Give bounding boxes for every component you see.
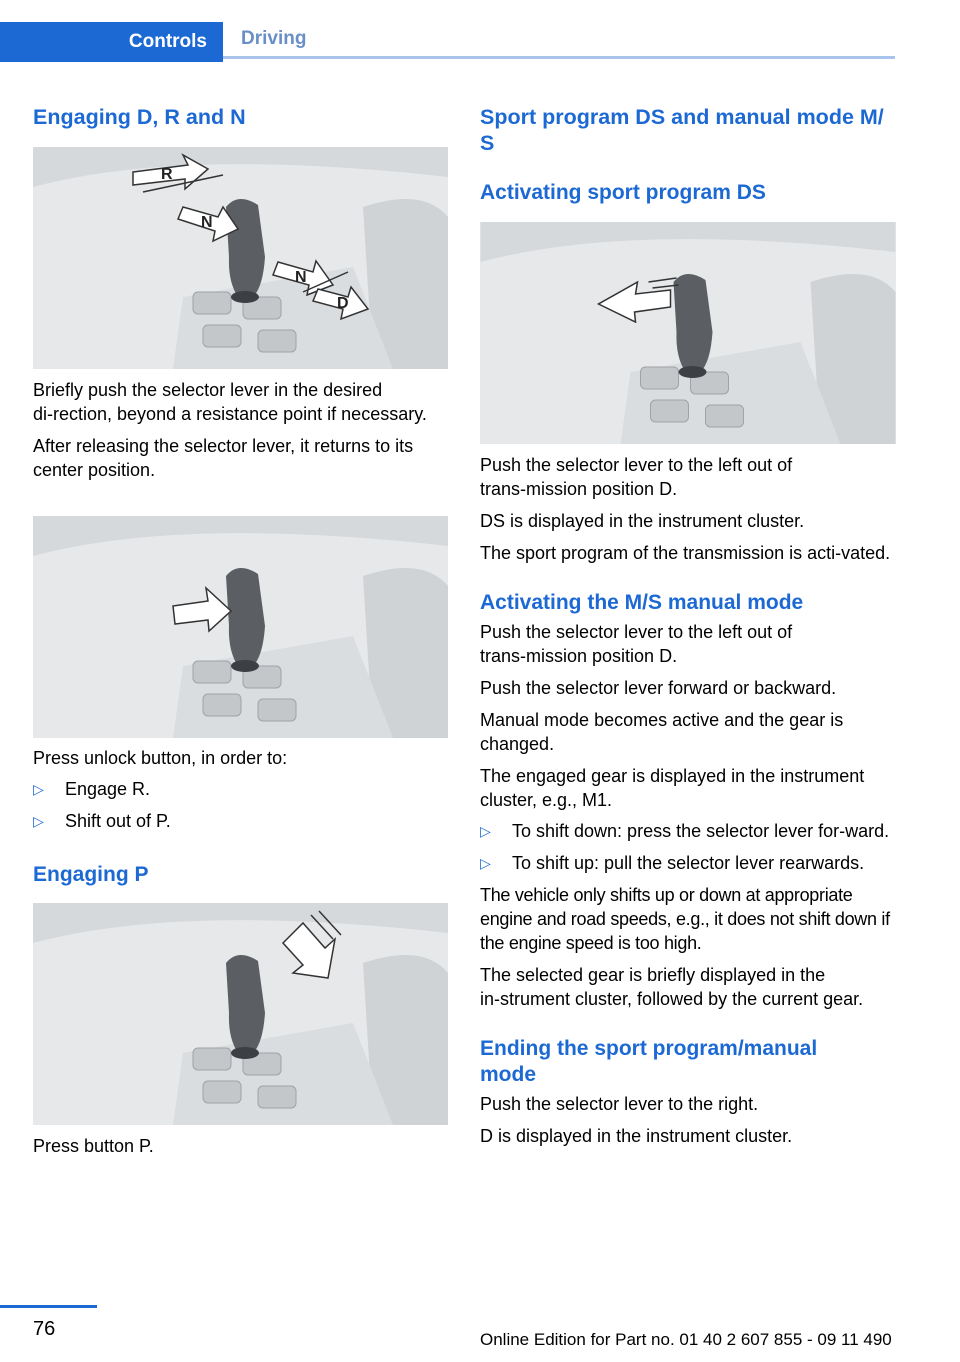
figure-label-d: D xyxy=(337,295,349,312)
button-p-illustration xyxy=(33,903,448,1125)
paragraph-press-button-p: Press button P. xyxy=(33,1136,154,1156)
unlock-list xyxy=(33,777,448,833)
heading-engaging-dnr: Engaging D, R and N xyxy=(33,105,246,129)
paragraph-after-releasing: After releasing the selector lever, it returns to its center position. xyxy=(33,436,414,480)
paragraph-press-unlock: Press unlock button, in order to: xyxy=(33,748,288,768)
list-item: ▷ To shift up: pull the selector lever rearwards. xyxy=(480,853,865,873)
heading-ending-sport: Ending the sport program/manual mode xyxy=(480,1037,818,1086)
paragraph-push-left-ms: Push the selector lever to the left out of trans‑mission position D. xyxy=(480,622,793,666)
heading-engaging-p: Engaging P xyxy=(33,863,149,886)
selector-lever-illustration xyxy=(33,147,448,369)
paragraph-d-displayed: D is displayed in the instrument cluster. xyxy=(480,1126,793,1146)
left-column xyxy=(33,100,448,1158)
triangle-bullet-icon: ▷ xyxy=(33,813,44,829)
paragraph-vehicle-shifts: The vehicle only shifts up or down at appropriate engine and road speeds, e.g., it does not shift down if the engine speed is too high. xyxy=(480,885,890,953)
figure-label-r: R xyxy=(161,166,173,183)
page-number: 76 xyxy=(33,1318,56,1340)
footer-rule xyxy=(0,1305,97,1308)
list-item: ▷ Shift out of P. xyxy=(33,811,171,831)
paragraph-selected-gear: The selected gear is briefly displayed in the in‑strument cluster, followed by the current gear. xyxy=(480,965,864,1009)
tab-driving[interactable]: Driving xyxy=(223,22,895,59)
unlock-button-illustration xyxy=(33,516,448,738)
triangle-bullet-icon: ▷ xyxy=(33,781,44,797)
paragraph-engaged-gear: The engaged gear is displayed in the instrument cluster, e.g., M1. xyxy=(480,766,865,810)
paragraph-push-right: Push the selector lever to the right. xyxy=(480,1094,759,1114)
figure-selector-lever-dnr xyxy=(33,147,448,369)
paragraph-push-left-ds: Push the selector lever to the left out of trans‑mission position D. xyxy=(480,455,793,499)
triangle-bullet-icon: ▷ xyxy=(480,823,491,839)
paragraph-briefly-push: Briefly push the selector lever in the desired di‑rection, beyond a resistance point if necessary. xyxy=(33,380,427,424)
figure-label-n-upper: N xyxy=(201,214,213,231)
right-column xyxy=(480,100,896,1148)
heading-activating-ms: Activating the M/S manual mode xyxy=(480,591,804,614)
tab-controls[interactable]: Controls xyxy=(0,22,223,62)
figure-label-n-lower: N xyxy=(295,269,307,286)
paragraph-push-forward-backward: Push the selector lever forward or backward. xyxy=(480,678,837,698)
sport-program-illustration xyxy=(480,222,896,444)
list-item: ▷ Engage R. xyxy=(33,779,151,799)
paragraph-manual-active: Manual mode becomes active and the gear is changed. xyxy=(480,710,844,754)
figure-button-p xyxy=(33,903,448,1125)
edition-note: Online Edition for Part no. 01 40 2 607 855 - 09 11 490 xyxy=(480,1330,892,1349)
figure-unlock-button xyxy=(33,516,448,738)
list-item: ▷ To shift down: press the selector lever for‑ward. xyxy=(480,821,890,841)
page-header xyxy=(0,22,895,62)
figure-sport-program xyxy=(480,222,896,444)
paragraph-sport-activated: The sport program of the transmission is acti‑vated. xyxy=(480,543,891,563)
shift-list xyxy=(480,819,896,875)
heading-activating-ds: Activating sport program DS xyxy=(480,181,766,204)
paragraph-ds-displayed: DS is displayed in the instrument cluster. xyxy=(480,511,805,531)
triangle-bullet-icon: ▷ xyxy=(480,855,491,871)
heading-sport-program: Sport program DS and manual mode M/ S xyxy=(480,105,884,155)
